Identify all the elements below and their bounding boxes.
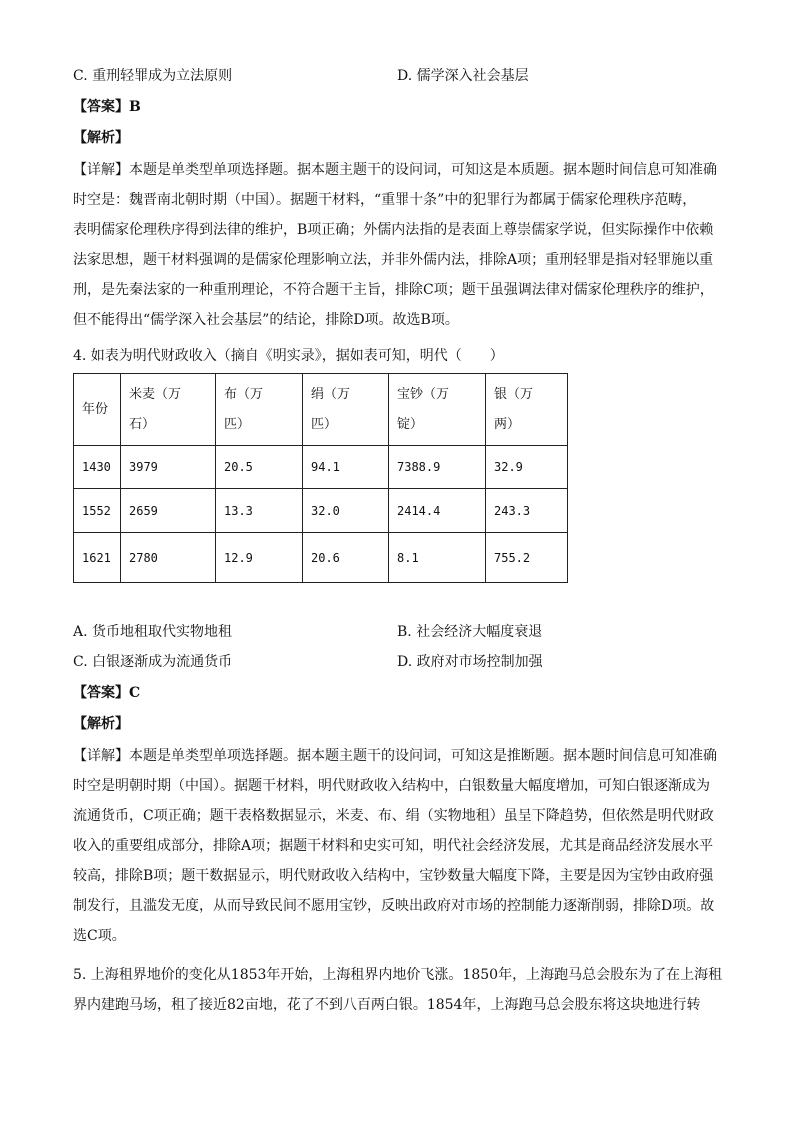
q3-option-c: C. 重刑轻罪成为立法原则 [73, 68, 233, 84]
q5-stem-line: 5. 上海租界地价的变化从1853年开始，上海租界内地价飞涨。1850年，上海跑马总会股东为了在上海租 [73, 967, 723, 983]
q4-detail-line: 选C项。 [73, 928, 126, 944]
table-cell: 755.2 [486, 533, 568, 583]
q4-option-a: A. 货币地租取代实物地租 [73, 624, 233, 640]
q3-detail-line: 时空是：魏晋南北朝时期（中国）。据题干材料，“重罪十条”中的犯罪行为都属于儒家伦理秩序范畴， [73, 192, 697, 208]
table-cell: 8.1 [389, 533, 486, 583]
table-cell: 2414.4 [389, 489, 486, 533]
table-cell: 94.1 [303, 446, 389, 489]
table-cell: 1552 [74, 489, 121, 533]
table-header: 年份 [74, 374, 121, 446]
q3-option-d: D. 儒学深入社会基层 [397, 68, 529, 84]
q4-detail-line: 收入的重要组成部分，排除A项；据题干材料和史实可知，明代社会经济发展，尤其是商品经济发展水平 [73, 838, 714, 854]
q4-detail-line: 时空是明朝时期（中国）。据题干材料，明代财政收入结构中，白银数量大幅度增加，可知白银逐渐成为 [73, 778, 710, 794]
q4-detail-line: 【详解】本题是单类型单项选择题。据本题主题干的设问词，可知这是推断题。据本题时间信息可知准确 [73, 748, 717, 764]
table-cell: 7388.9 [389, 446, 486, 489]
q4-answer: 【答案】C [73, 685, 141, 701]
revenue-table [73, 373, 568, 583]
table-row [74, 446, 568, 489]
table-cell: 2780 [121, 533, 216, 583]
table-header: 布（万 匹） [216, 374, 303, 446]
table-cell: 12.9 [216, 533, 303, 583]
q3-analysis-label: 【解析】 [73, 130, 129, 146]
table-cell: 1621 [74, 533, 121, 583]
q4-detail-line: 流通货币，C项正确；题干表格数据显示，米麦、布、绢（实物地租）虽呈下降趋势，但依然是明代财政 [73, 808, 714, 824]
q4-detail-line: 较高，排除B项；题干数据显示，明代财政收入结构中，宝钞数量大幅度下降，主要是因为宝钞由政府强 [73, 868, 714, 884]
table-cell: 32.9 [486, 446, 568, 489]
table-cell: 3979 [121, 446, 216, 489]
q3-detail [73, 155, 723, 335]
q4-option-c: C. 白银逐渐成为流通货币 [73, 654, 233, 670]
q4-detail-line: 制发行，且滥发无度，从而导致民间不愿用宝钞，反映出政府对市场的控制能力逐渐削弱，排除D项。故 [73, 898, 715, 914]
table-header-row [74, 374, 568, 446]
table-cell: 2659 [121, 489, 216, 533]
q3-detail-line: 【详解】本题是单类型单项选择题。据本题主题干的设问词，可知这是本质题。据本题时间信息可知准确 [73, 162, 717, 178]
q3-answer: 【答案】B [73, 99, 141, 115]
q4-option-d: D. 政府对市场控制加强 [397, 654, 543, 670]
table-row [74, 489, 568, 533]
table-header: 米麦（万 石） [121, 374, 216, 446]
q3-detail-line: 表明儒家伦理秩序得到法律的维护，B项正确；外儒内法指的是表面上尊崇儒家学说，但实际操作中依赖 [73, 222, 714, 238]
table-cell: 1430 [74, 446, 121, 489]
q4-analysis-label: 【解析】 [73, 716, 129, 732]
table-header: 银（万 两） [486, 374, 568, 446]
q3-detail-line: 但不能得出“儒学深入社会基层”的结论，排除D项。故选B项。 [73, 312, 459, 328]
table-cell: 13.3 [216, 489, 303, 533]
q4-stem: 4. 如表为明代财政收入（摘自《明实录》，据如表可知，明代（ ） [73, 348, 504, 364]
table-cell: 243.3 [486, 489, 568, 533]
q3-detail-line: 刑，是先秦法家的一种重刑理论，不符合题干主旨，排除C项；题干虽强调法律对儒家伦理秩序的维护， [73, 282, 714, 298]
q3-detail-line: 法家思想，题干材料强调的是儒家伦理影响立法，并非外儒内法，排除A项；重刑轻罪是指对轻罪施以重 [73, 252, 714, 268]
table-cell: 20.5 [216, 446, 303, 489]
table-cell: 32.0 [303, 489, 389, 533]
table-row [74, 533, 568, 583]
q5-stem-line: 界内建跑马场，租了接近82亩地，花了不到八百两白银。1854年，上海跑马总会股东将这块地进行转 [73, 997, 701, 1013]
q5-stem [73, 960, 723, 1020]
q4-detail [73, 741, 723, 951]
table-header: 宝钞（万 锭） [389, 374, 486, 446]
q4-option-b: B. 社会经济大幅度衰退 [397, 624, 543, 640]
table-cell: 20.6 [303, 533, 389, 583]
table-header: 绢（万 匹） [303, 374, 389, 446]
